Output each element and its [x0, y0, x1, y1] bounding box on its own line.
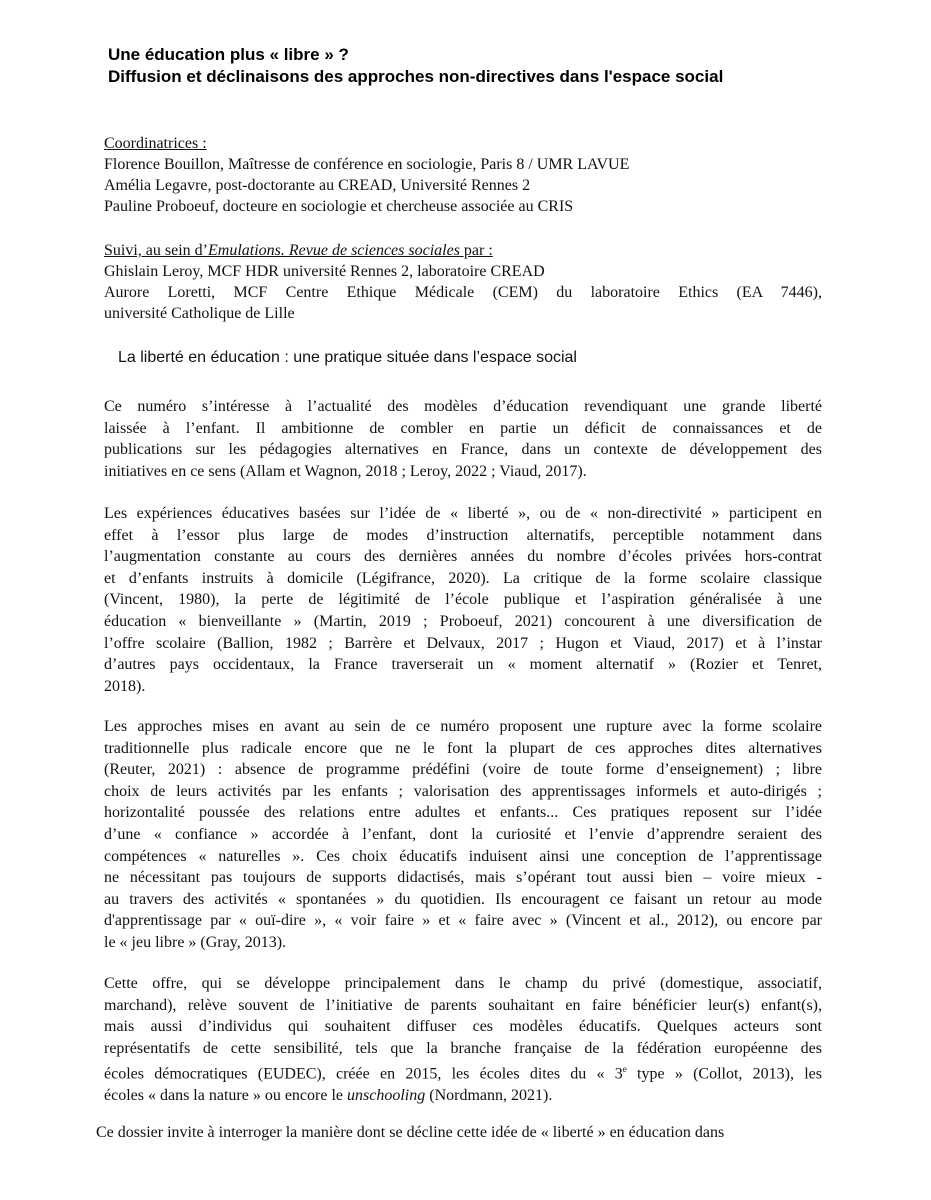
- paragraph-line: éducation « bienveillante » (Martin, 2019 ; Proboeuf, 2021) concourent à une diversification de: [104, 612, 822, 630]
- paragraph-line: marchand), relève souvent de l’initiative de parents souhaitant en faire bénéficier leur(s) enfant(s),: [104, 996, 822, 1014]
- paragraph-line: laissée à l’enfant. Il ambitionne de combler en partie un déficit de connaissances et de: [104, 419, 822, 437]
- paragraph-line: 2018).: [104, 677, 146, 695]
- paragraph-line: effet à l’essor plus large de modes d’instruction alternatifs, perceptible notamment dans: [104, 526, 822, 544]
- line-text: écoles « dans la nature » ou encore le: [104, 1087, 348, 1105]
- paragraph-line: Ce numéro s’intéresse à l’actualité des modèles d’éducation revendiquant une grande liberté: [104, 398, 822, 415]
- paragraph-line: (Reuter, 2021) : absence de programme prédéfini (voire de toute forme d’enseignement) ; libre: [104, 761, 822, 779]
- paragraph-line: d’une « confiance » accordée à l’enfant, dont la curiosité et l’envie d’apprendre seraient des: [104, 825, 822, 843]
- title-line-2: Diffusion et déclinaisons des approches non-directives dans l'espace social: [108, 67, 724, 86]
- paragraph-line: Cette offre, qui se développe principalement dans le champ du privé (domestique, associatif,: [104, 975, 822, 992]
- paragraph-line: [104, 1059, 822, 1085]
- paragraph-line: ne nécessitant pas toujours de supports didactisés, mais s’opérant tout aussi bien – voire mieux -: [104, 869, 822, 887]
- paragraph-line: Les approches mises en avant au sein de ce numéro proposent une rupture avec la forme scolaire: [104, 718, 822, 735]
- paragraph-line: horizontalité poussée des relations entre adultes et enfants... Ces pratiques reposent sur l’idée: [104, 804, 822, 822]
- paragraph-line: d’autres pays occidentaux, la France traverserait un « moment alternatif » (Rozier et Tenret,: [104, 656, 822, 674]
- followup-person-2: Aurore Loretti, MCF Centre Ethique Médicale (CEM) du laboratoire Ethics (EA 7446),: [104, 284, 822, 301]
- paragraph-line: choix de leurs activités par les enfants ; valorisation des apprentissages informels et auto-dirigés ;: [104, 782, 822, 800]
- line-text: (Nordmann, 2021).: [425, 1087, 553, 1105]
- paragraph-line: initiatives en ce sens (Allam et Wagnon, 2018 ; Leroy, 2022 ; Viaud, 2017).: [104, 462, 587, 480]
- paragraph-line: (Vincent, 1980), la perte de légitimité de l’école publique et l’aspiration généralisée à une: [104, 591, 822, 609]
- followup-person-1: Ghislain Leroy, MCF HDR université Rennes 2, laboratoire CREAD: [104, 263, 545, 280]
- paragraph-line: l’offre scolaire (Ballion, 1982 ; Barrère et Delvaux, 2017 ; Hugon et Viaud, 2017) et à l’instar: [104, 634, 822, 652]
- coordinator-2: Amélia Legavre, post-doctorante au CREAD, Université Rennes 2: [104, 177, 531, 194]
- paragraph-line: et d’enfants instruits à domicile (Légifrance, 2020). La critique de la forme scolaire classique: [104, 569, 822, 587]
- paragraph-line: traditionnelle plus radicale encore que ne le font la plupart de ces approches dites alternatives: [104, 739, 822, 757]
- paragraph-2: [104, 503, 822, 697]
- paragraph-line: Les expériences éducatives basées sur l’idée de « liberté », ou de « non-directivité » participent en: [104, 505, 822, 522]
- paragraph-5-start: Ce dossier invite à interroger la manière dont se décline cette idée de « liberté » en éducation dans: [96, 1124, 725, 1141]
- paragraph-1: [104, 396, 822, 482]
- paragraph-line: compétences « naturelles ». Ces choix éducatifs induisent ainsi une conception de l’apprentissage: [104, 847, 822, 865]
- paragraph-line: [104, 1085, 822, 1107]
- coordinator-1: Florence Bouillon, Maîtresse de conférence en sociologie, Paris 8 / UMR LAVUE: [104, 156, 630, 173]
- journal-name: Emulations. Revue de sciences sociales: [208, 242, 460, 259]
- paragraph-line: mais aussi d’individus qui souhaitent diffuser ces modèles éducatifs. Quelques acteurs sont: [104, 1018, 822, 1036]
- paragraph-line: le « jeu libre » (Gray, 2013).: [104, 933, 287, 951]
- superscript: e: [622, 1064, 627, 1075]
- followup-label-suffix: par :: [459, 242, 493, 259]
- section-heading: La liberté en éducation : une pratique située dans l’espace social: [118, 349, 577, 366]
- paragraph-4: [104, 973, 822, 1107]
- coordinators-block: [104, 133, 822, 217]
- coordinator-3: Pauline Proboeuf, docteure en sociologie et chercheuse associée au CRIS: [104, 198, 574, 215]
- paragraph-line: publications sur les pédagogies alternatives en France, dans un contexte de développement des: [104, 441, 822, 459]
- followup-label: [104, 240, 822, 261]
- followup-label-prefix: Suivi, au sein d’: [104, 242, 208, 259]
- paragraph-line: représentatifs de cette sensibilité, tels que la branche française de la fédération européenne des: [104, 1039, 822, 1057]
- document-title: [108, 44, 898, 88]
- paragraph-line: d'apprentissage par « ouï-dire », « voir faire » et « faire avec » (Vincent et al., 2012), ou encore par: [104, 912, 822, 930]
- line-text: type » (Collot, 2013), les: [626, 1065, 823, 1083]
- paragraph-line: au travers des activités « spontanées » du quotidien. Ils encouragent ce faisant un retour au mode: [104, 890, 822, 908]
- paragraph-3: [104, 716, 822, 954]
- italic-term: unschooling: [347, 1087, 426, 1105]
- followup-person-2-cont: université Catholique de Lille: [104, 305, 295, 322]
- coordinators-label: Coordinatrices :: [104, 135, 207, 152]
- title-line-1: Une éducation plus « libre » ?: [108, 45, 349, 64]
- line-text: écoles démocratiques (EUDEC), créée en 2015, les écoles dites du « 3: [104, 1065, 623, 1083]
- followup-block: [104, 240, 822, 324]
- paragraph-line: l’augmentation constante au cours des dernières années du nombre d’écoles privées hors-contrat: [104, 548, 822, 566]
